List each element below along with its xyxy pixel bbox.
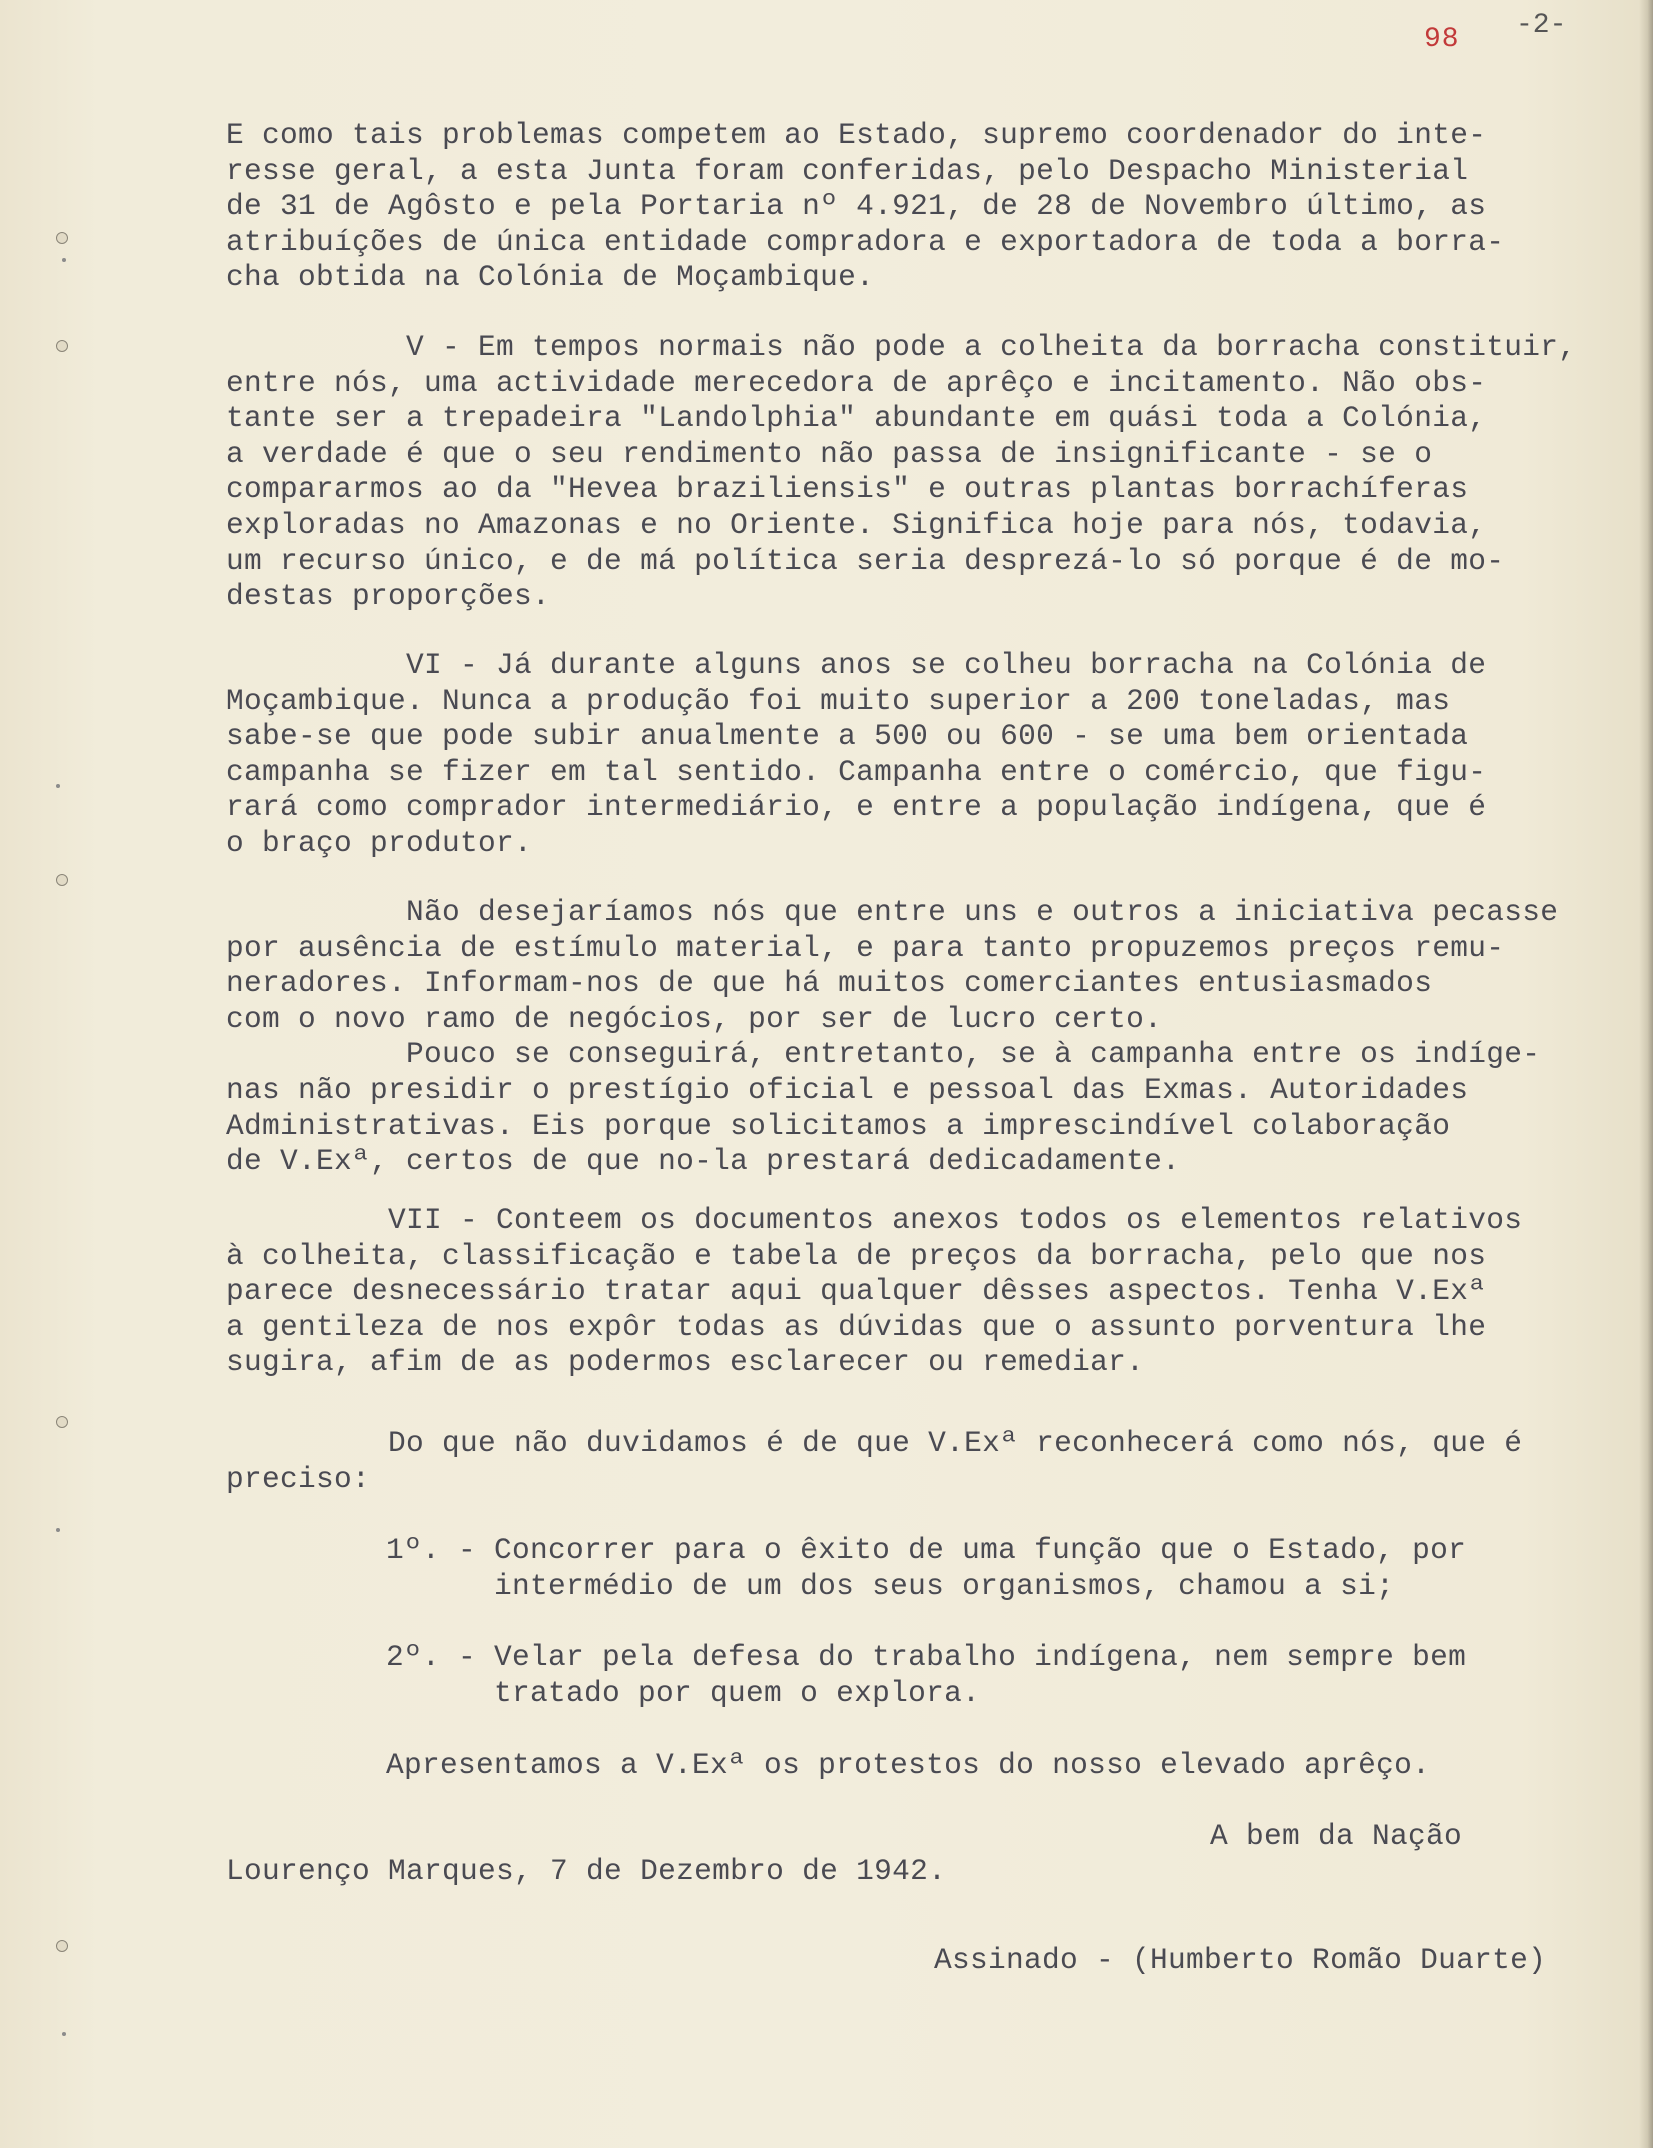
- signature-line: Assinado - (Humberto Romão Duarte): [934, 1943, 1547, 1977]
- paragraph-section-vii: VII - Conteem os documentos anexos todos os elementos relativos à colheita, classificação e tabela de preços da borracha, pelo que nos parece desnecessário tratar aqui qualquer dêsses aspectos. Tenha V.Exª a gentileza de nos expôr todas as dúvidas que o assunto porventura lhe sugira, afim de as podermos esclarecer ou remediar.: [226, 1203, 1523, 1380]
- salutation: A bem da Nação: [1210, 1819, 1463, 1853]
- paper-speck: [56, 784, 60, 788]
- binding-hole: [56, 232, 68, 244]
- paragraph-conclusion: Do que não duvidamos é de que V.Exª reconhecerá como nós, que é preciso:: [226, 1426, 1523, 1496]
- binding-hole: [56, 340, 68, 352]
- page-marker: -2-: [1516, 10, 1567, 41]
- paragraph-section-vi: VI - Já durante alguns anos se colheu borracha na Colónia de Moçambique. Nunca a produção foi muito superior a 200 toneladas, mas sabe-se que pode subir anualmente a 500 ou 600 - se uma bem orientada campanha se fizer em tal sentido. Campanha entre o comércio, que figu- rará como comprador intermediário, e entre a população indígena, que é o braço produtor.: [226, 648, 1487, 860]
- handwritten-page-number: 98: [1424, 24, 1460, 55]
- closing-line: Apresentamos a V.Exª os protestos do nosso elevado aprêço.: [386, 1748, 1431, 1782]
- paper-speck: [62, 258, 66, 262]
- paragraph-section-v: V - Em tempos normais não pode a colheita da borracha constituir, entre nós, uma actividade merecedora de aprêço e incitamento. Não obs- tante ser a trepadeira "Landolphia" abundante em quási toda a Colónia, a verdade é que o seu rendimento não passa de insignificante - se o compararmos ao da "Hevea braziliensis" e outras plantas borrachíferas exploradas no Amazonas e no Oriente. Significa hoje para nós, todavia, um recurso único, e de má política seria desprezá-lo só porque é de mo- destas proporções.: [226, 330, 1577, 614]
- list-item-1: 1º. - Concorrer para o êxito de uma função que o Estado, por intermédio de um dos seus organismos, chamou a si;: [386, 1533, 1467, 1603]
- binding-hole: [56, 1940, 68, 1952]
- page-edge-shadow: [1639, 0, 1653, 2148]
- list-item-2: 2º. - Velar pela defesa do trabalho indígena, nem sempre bem tratado por quem o explora.: [386, 1640, 1467, 1710]
- paper-speck: [62, 2032, 66, 2036]
- place-and-date: Lourenço Marques, 7 de Dezembro de 1942.: [226, 1854, 947, 1888]
- binding-hole: [56, 1416, 68, 1428]
- paragraph-incentive: Não desejaríamos nós que entre uns e outros a iniciativa pecasse por ausência de estímulo material, e para tanto propuzemos preços remu- neradores. Informam-nos de que há muitos comerciantes entusiasmados com o novo ramo de negócios, por ser de lucro certo. Pouco se conseguirá, entretanto, se à campanha entre os indíge- nas não presidir o prestígio oficial e pessoal das Exmas. Autoridades Administrativas. Eis porque solicitamos a imprescindível colaboração de V.Exª, certos de que no-la prestará dedicadamente.: [226, 895, 1559, 1179]
- paragraph-intro: E como tais problemas competem ao Estado, supremo coordenador do inte- resse geral, a esta Junta foram conferidas, pelo Despacho Ministerial de 31 de Agôsto e pela Portaria nº 4.921, de 28 de Novembro último, as atribuíções de única entidade compradora e exportadora de toda a borra- cha obtida na Colónia de Moçambique.: [226, 118, 1505, 295]
- paper-speck: [56, 1528, 60, 1532]
- binding-hole: [56, 874, 68, 886]
